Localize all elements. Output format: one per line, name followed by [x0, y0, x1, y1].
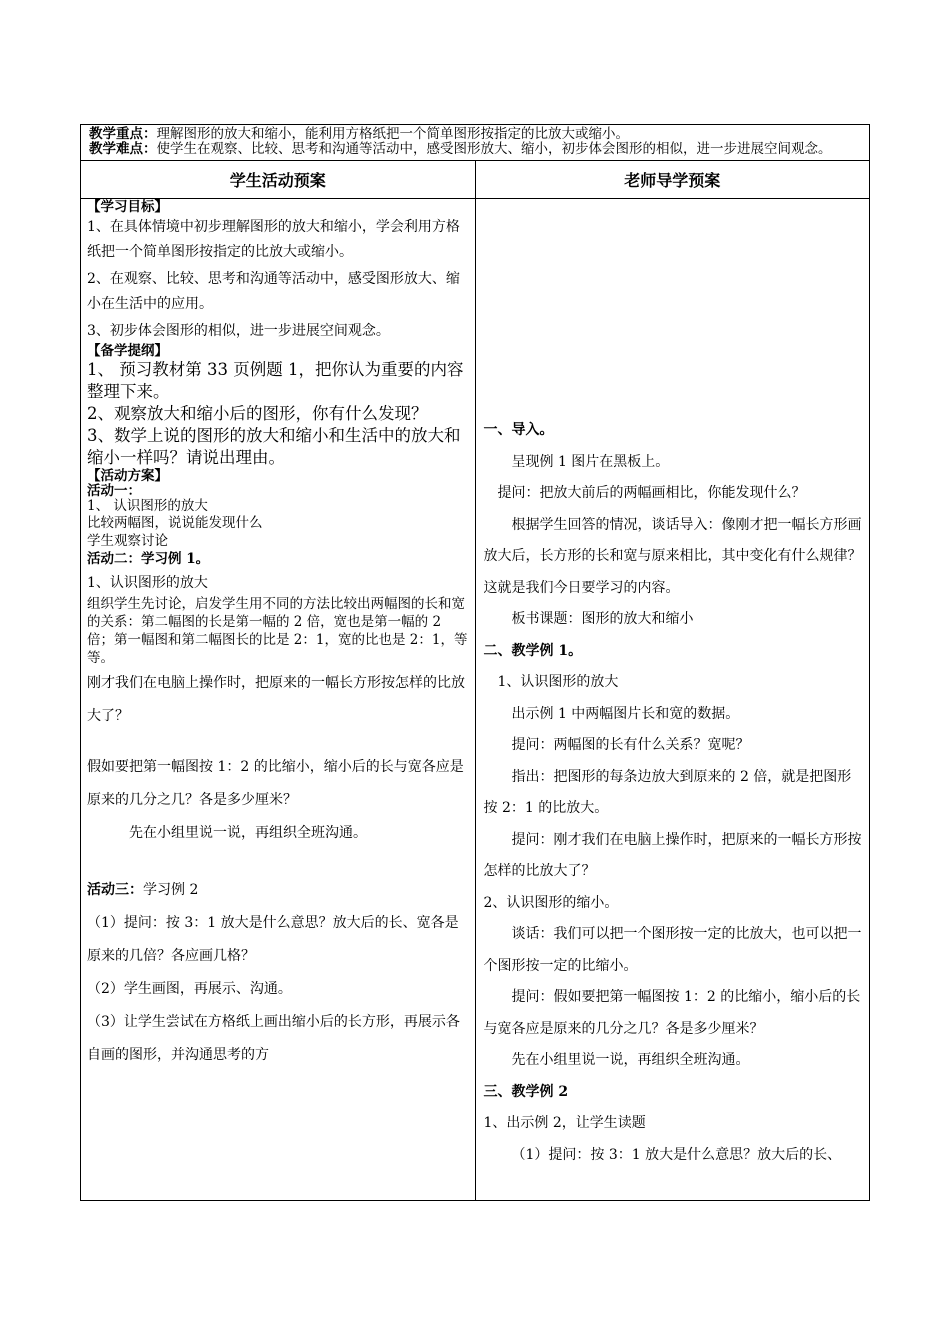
activity-one-line: 学生观察讨论 [87, 533, 168, 549]
section-one-line: 板书课题：图形的放大和缩小 [511, 611, 694, 627]
teaching-difficulty [89, 142, 861, 157]
left-column-title: 学生活动预案 [81, 161, 476, 199]
section-three-line: 1、出示例 2，让学生读题 [483, 1115, 646, 1131]
spacer [87, 850, 469, 874]
section-two-line: 先在小组里说一说，再组织全班沟通。 [511, 1052, 750, 1068]
student-activity-column [81, 199, 476, 1201]
section-one-title: 一、导入。 [483, 422, 554, 438]
section-two-line: 出示例 1 中两幅图片长和宽的数据。 [511, 705, 740, 722]
prep-title: 【备学提纲】 [87, 343, 168, 359]
prep-item: 3、数学上说的图形的放大和缩小和生活中的放大和缩小一样吗？请说出理由。 [87, 426, 461, 467]
section-three-title: 三、教学例 2 [483, 1083, 569, 1100]
content-row [81, 199, 870, 1201]
section-two-title: 二、教学例 1。 [483, 642, 583, 659]
plan-title: 【活动方案】 [87, 468, 168, 484]
section-one-line: 提问：把放大前后的两幅画相比，你能发现什么？ [497, 485, 806, 501]
activity-three-line: （1）提问：按 3：1 放大是什么意思？放大后的长、宽各是原来的几倍？各应画几格？ [87, 915, 459, 964]
activity-one-line: 比较两幅图，说说能发现什么 [87, 515, 263, 531]
activity-three-line: （3）让学生尝试在方格纸上画出缩小后的长方形，再展示各自画的图形，并沟通思考的方 [87, 1014, 460, 1063]
right-column-title: 老师导学预案 [475, 161, 870, 199]
activity-two-line: 组织学生先讨论，启发学生用不同的方法比较出两幅图的长和宽的关系：第二幅图的长是第一幅的 2 倍，宽也是第一幅的 2 倍；第一幅图和第二幅图长的比是 2：1，宽的比也是 2：1，等等。 [87, 596, 468, 666]
goals-title: 【学习目标】 [87, 199, 168, 215]
prep-item: 1、 预习教材第 33 页例题 1，把你认为重要的内容整理下来。 [87, 360, 464, 401]
spacer [484, 199, 864, 415]
activity-two-title: 活动二：学习例 1。 [87, 551, 210, 567]
teacher-guide-column [475, 199, 870, 1201]
activity-two-line: 先在小组里说一说，再组织全班沟通。 [129, 825, 367, 841]
focus-text: 理解图形的放大和缩小，能利用方格纸把一个简单图形按指定的比放大或缩小。 [156, 126, 629, 142]
section-two-line: 1、认识图形的放大 [497, 674, 619, 690]
section-two-line: 2、认识图形的缩小。 [483, 894, 619, 911]
difficulty-label: 教学难点： [89, 141, 157, 157]
lesson-plan-table [80, 124, 870, 1201]
section-two-line: 谈话：我们可以把一个图形按一定的比放大，也可以把一个图形按一定的比缩小。 [483, 926, 862, 974]
prep-item: 2、观察放大和缩小后的图形，你有什么发现？ [87, 404, 428, 423]
section-two-line: 提问：两幅图的长有什么关系？宽呢？ [511, 737, 750, 753]
goal-item: 3、初步体会图形的相似，进一步进展空间观念。 [87, 323, 390, 339]
section-two-line: 指出：把图形的每条边放大到原来的 2 倍，就是把图形按 2：1 的比放大。 [483, 768, 852, 816]
activity-three-title-rest: 学习例 2 [143, 882, 199, 898]
column-header-row [81, 161, 870, 199]
activity-two-line: 刚才我们在电脑上操作时，把原来的一幅长方形按怎样的比放大了？ [87, 675, 465, 724]
activity-one-title: 活动一： [87, 483, 141, 499]
section-three-line: （1）提问：按 3：1 放大是什么意思？放大后的长、 [511, 1146, 842, 1163]
difficulty-text: 使学生在观察、比较、思考和沟通等活动中，感受图形放大、缩小，初步体会图形的相似，进一步进展空间观念。 [156, 141, 832, 157]
activity-one-line: 1、 认识图形的放大 [87, 498, 208, 514]
activity-two-line: 假如要把第一幅图按 1：2 的比缩小，缩小后的长与宽各应是原来的几分之几？各是多少厘米？ [87, 759, 464, 808]
focus-label: 教学重点： [89, 126, 157, 142]
activity-two-line: 1、认识图形的放大 [87, 575, 208, 591]
activity-three-title: 活动三： [87, 882, 143, 898]
teaching-focus [89, 127, 861, 142]
section-two-line: 提问：刚才我们在电脑上操作时，把原来的一幅长方形按怎样的比放大了？ [483, 831, 862, 879]
section-one-line: 根据学生回答的情况，谈话导入：像刚才把一幅长方形画放大后，长方形的长和宽与原来相比，其中变化有什么规律？这就是我们今日要学习的内容。 [483, 516, 862, 596]
goal-item: 2、在观察、比较、思考和沟通等活动中，感受图形放大、缩小在生活中的应用。 [87, 271, 460, 312]
goal-item: 1、在具体情境中初步理解图形的放大和缩小，学会利用方格纸把一个简单图形按指定的比放大或缩小。 [87, 219, 460, 260]
section-one-line: 呈现例 1 图片在黑板上。 [511, 453, 670, 470]
focus-row [81, 125, 870, 161]
document-page [80, 124, 870, 1201]
section-two-line: 提问：假如要把第一幅图按 1：2 的比缩小，缩小后的长与宽各应是原来的几分之几？各是多少厘米？ [483, 989, 861, 1037]
activity-three-line: （2）学生画图，再展示、沟通。 [87, 981, 292, 997]
focus-cell [81, 125, 870, 161]
spacer [87, 733, 469, 751]
activity-three-heading [87, 874, 469, 907]
